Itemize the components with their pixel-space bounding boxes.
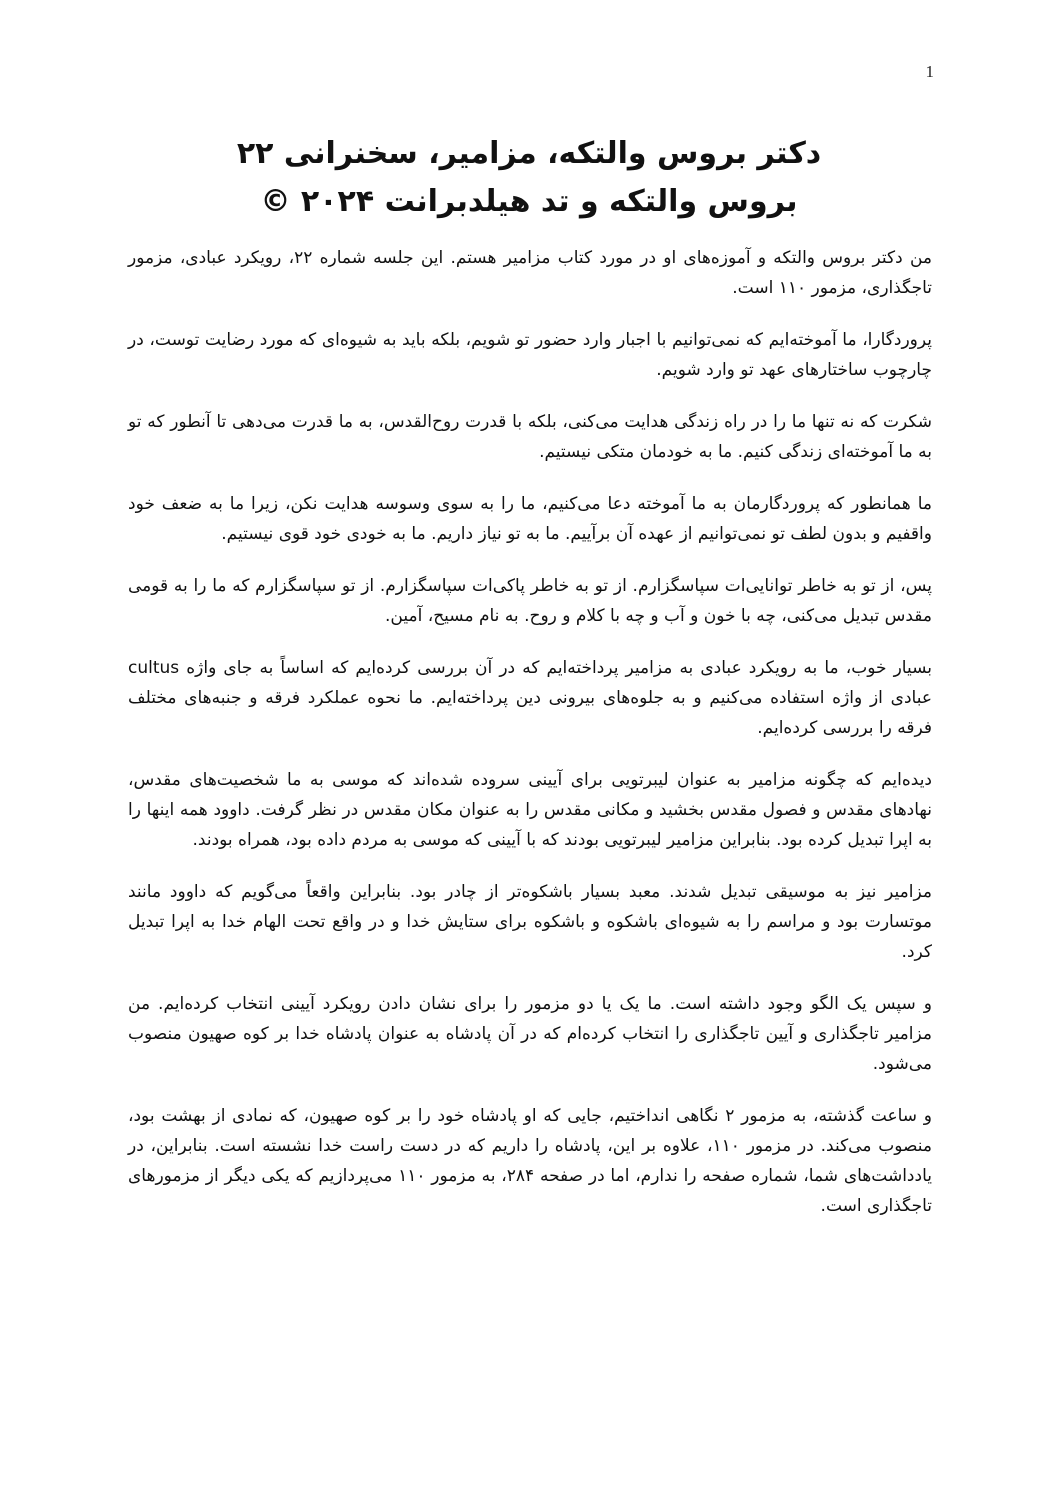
- document-title: [0, 130, 1058, 226]
- paragraph-10: و ساعت گذشته، به مزمور ۲ نگاهی انداختیم، جایی که او پادشاه خود را بر کوه صهیون، که نمادی از بهشت بود، منصوب می‌کند. در مزمور ۱۱۰، علاوه بر این، پادشاه را داریم که در دست راست خدا نشسته است. بنابراین، در یادداشت‌های شما، شماره صفحه را ندارم، اما در صفحه ۲۸۴، به مزمور ۱۱۰ می‌پردازیم که یکی دیگر از مزمورهای تاجگذاری است.: [128, 1106, 932, 1216]
- paragraph-8: مزامیر نیز به موسیقی تبدیل شدند. معبد بسیار باشکوه‌تر از چادر بود. بنابراین واقعاً می‌گویم که داوود مانند موتسارت بود و مراسم را به شیوه‌ای باشکوه و باشکوه برای ستایش خدا و در واقع تحت الهام خدا به اپرا تبدیل کرد.: [128, 882, 932, 962]
- document-body: [128, 243, 932, 1243]
- paragraph-5: پس، از تو به خاطر توانایی‌ات سپاسگزارم. از تو به خاطر پاکی‌ات سپاسگزارم. از تو سپاسگزارم که ما را به قومی مقدس تبدیل می‌کنی، چه با خون و آب و چه با کلام و روح. به نام مسیح، آمین.: [128, 576, 932, 626]
- title-line-1: دکتر بروس والتکه، مزامیر، سخنرانی ۲۲: [236, 136, 822, 171]
- paragraph-9: و سپس یک الگو وجود داشته است. ما یک یا دو مزمور را برای نشان دادن رویکرد آیینی انتخاب کرده‌ایم. من مزامیر تاجگذاری و آیین تاجگذاری را انتخاب کرده‌ام که در آن پادشاه به عنوان پادشاه خدا بر کوه صهیون منصوب می‌شود.: [128, 994, 932, 1074]
- paragraph-4: ما همانطور که پروردگارمان به ما آموخته دعا می‌کنیم، ما را به سوی وسوسه هدایت نکن، زیرا ما به ضعف خود واقفیم و بدون لطف تو نمی‌توانیم از عهده آن برآییم. ما به تو نیاز داریم. ما به خودی خود قوی نیستیم.: [128, 494, 932, 544]
- paragraph-2: پروردگارا، ما آموخته‌ایم که نمی‌توانیم با اجبار وارد حضور تو شویم، بلکه باید به شیوه‌ای که مورد رضایت توست، در چارچوب ساختارهای عهد تو وارد شویم.: [128, 330, 932, 380]
- title-line-2: بروس والتکه و تد هیلدبرانت ۲۰۲۴ ©: [260, 184, 798, 219]
- page-number: 1: [925, 62, 934, 81]
- paragraph-3: شکرت که نه تنها ما را در راه زندگی هدایت می‌کنی، بلکه با قدرت روح‌القدس، به ما قدرت می‌دهی تا آنطور که تو به ما آموخته‌ای زندگی کنیم. ما به خودمان متکی نیستیم.: [128, 412, 932, 462]
- paragraph-6: بسیار خوب، ما به رویکرد عبادی به مزامیر پرداخته‌ایم که در آن بررسی کرده‌ایم که اساساً به جای واژه cultus عبادی از واژه استفاده می‌کنیم و به جلوه‌های بیرونی دین پرداخته‌ایم. ما نحوه عملکرد فرقه و جنبه‌های مختلف فرقه را بررسی کرده‌ایم.: [128, 658, 932, 738]
- paragraph-7: دیده‌ایم که چگونه مزامیر به عنوان لیبرتویی برای آیینی سروده شده‌اند که موسی به ما شخصیت‌های مقدس، نهادهای مقدس و فصول مقدس بخشید و مکانی مقدس را به عنوان مکان مقدس در نظر گرفت. داوود همه اینها را به اپرا تبدیل کرده بود. بنابراین مزامیر لیبرتویی بودند که با آیینی که موسی به مردم داده بود، همراه بودند.: [128, 770, 932, 850]
- paragraph-1: من دکتر بروس والتکه و آموزه‌های او در مورد کتاب مزامیر هستم. این جلسه شماره ۲۲، رویکرد عبادی، مزمور تاجگذاری، مزمور ۱۱۰ است.: [128, 248, 932, 298]
